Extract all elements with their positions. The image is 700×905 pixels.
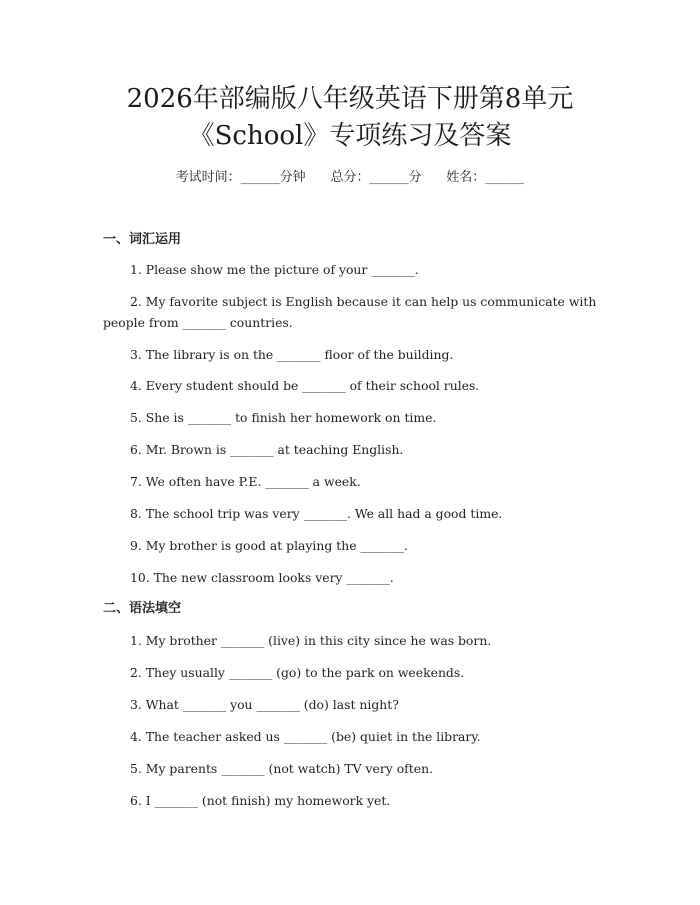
section1-item-4: 4. Every student should be _______ of their school rules.: [130, 378, 480, 393]
section2-item-3: 3. What _______ you _______ (do) last night?: [130, 697, 399, 712]
section1-item-8: 8. The school trip was very _______. We all had a good time.: [130, 506, 503, 521]
section1-item-2: 2. My favorite subject is English because it can help us communicate with people from _______ countries.: [103, 294, 601, 330]
section1-item-1: 1. Please show me the picture of your _______.: [130, 262, 419, 277]
section1-item-3: 3. The library is on the _______ floor of the building.: [130, 347, 454, 362]
section2-item-6: 6. I _______ (not finish) my homework yet.: [130, 793, 391, 808]
section1-item-9: 9. My brother is good at playing the _______.: [130, 538, 408, 553]
exam-name-label: 姓名：______: [446, 170, 525, 185]
section1-item-5: 5. She is _______ to finish her homework on time.: [130, 410, 437, 425]
section1-heading: 一、词汇运用: [103, 232, 182, 247]
exam-score-label: 总分：______分: [330, 170, 422, 185]
section2-item-2: 2. They usually _______ (go) to the park on weekends.: [130, 665, 465, 680]
document-title-line2: 《School》专项练习及答案: [188, 121, 512, 151]
section2-heading: 二、语法填空: [103, 601, 182, 616]
document-title-line1: 2026年部编版八年级英语下册第8单元: [126, 84, 574, 114]
section2-item-5: 5. My parents _______ (not watch) TV very often.: [130, 761, 434, 776]
section1-item-7: 7. We often have P.E. _______ a week.: [130, 474, 361, 489]
exam-time-label: 考试时间：______分钟: [175, 170, 306, 185]
section1-item-6: 6. Mr. Brown is _______ at teaching English.: [130, 442, 404, 457]
section2-item-4: 4. The teacher asked us _______ (be) quiet in the library.: [130, 729, 481, 744]
section1-item-10: 10. The new classroom looks very _______.: [130, 570, 394, 585]
exam-info: [0, 168, 700, 188]
section2-item-1: 1. My brother _______ (live) in this city since he was born.: [130, 633, 492, 648]
